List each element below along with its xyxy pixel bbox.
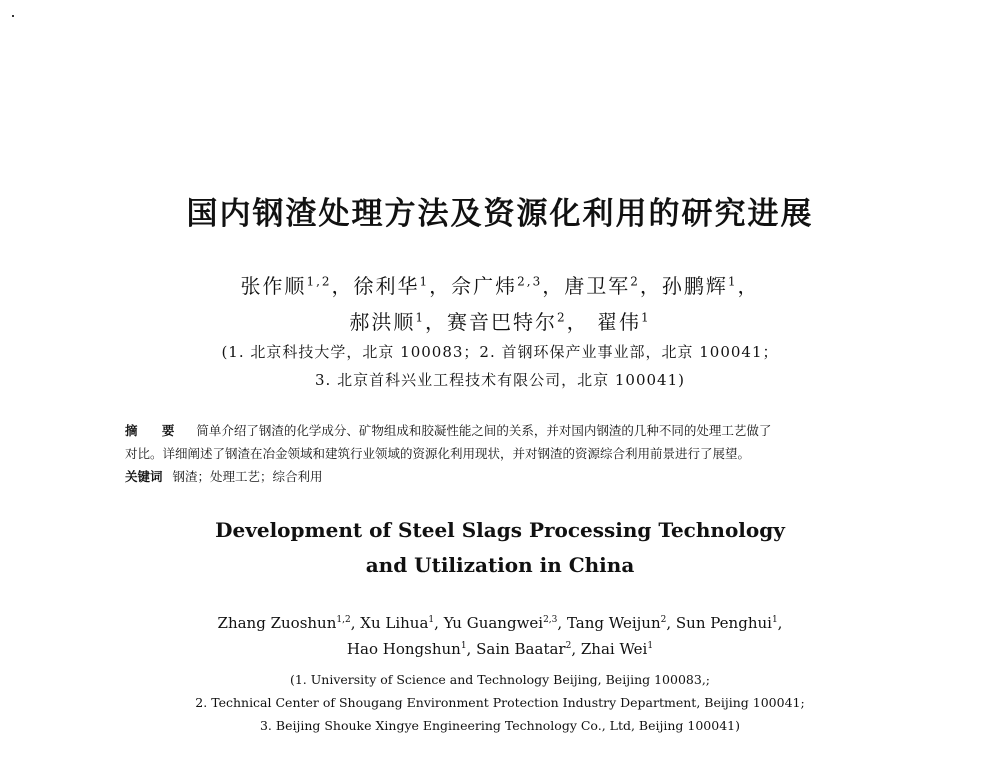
chinese-affiliations-line-2: 3. 北京首科兴业工程技术有限公司，北京 100041) [315, 371, 685, 389]
author-affiliation-mark: 1,2 [336, 615, 351, 625]
english-affiliations-line-1: (1. University of Science and Technology Beijing, Beijing 100083,; [289, 672, 711, 687]
author-name: 郝洪顺 [349, 310, 416, 334]
author-affiliation-mark: 1 [727, 274, 738, 289]
author-name: 孙鹏辉 [661, 274, 728, 298]
abstract-label: 摘 要 [125, 423, 185, 438]
author-separator: , [557, 614, 567, 632]
author-affiliation-mark: 1 [647, 641, 654, 651]
author-affiliation-mark: 1 [415, 310, 425, 325]
english-title-line-1: Development of Steel Slags Processing Technology [215, 518, 785, 542]
author-name: Sain Baatar [476, 640, 566, 658]
author-name: Zhai Wei [580, 640, 648, 658]
author-name: Zhang Zuoshun [217, 614, 337, 632]
author-separator: ， [737, 274, 760, 298]
author-separator: ， [425, 310, 447, 334]
author-affiliation-mark: 2 [557, 310, 567, 325]
scan-speck [12, 15, 14, 17]
author-name: 张作顺 [240, 274, 307, 298]
english-affiliations-line-3: 3. Beijing Shouke Xingye Engineering Technology Co., Ltd, Beijing 100041) [259, 718, 740, 733]
author-affiliation-mark: 2,3 [517, 274, 543, 289]
keywords-label: 关键词 [125, 469, 163, 484]
chinese-title: 国内钢渣处理方法及资源化利用的研究进展 [186, 196, 814, 232]
author-separator: , [777, 614, 783, 632]
author-separator: ， [639, 274, 662, 298]
author-separator: , [350, 614, 361, 632]
author-name: Hao Hongshun [346, 640, 461, 658]
abstract-line-1 [125, 419, 885, 442]
author-separator: ， [429, 274, 452, 298]
author-affiliation-mark: 1 [641, 310, 651, 325]
author-name: 佘广炜 [451, 274, 518, 298]
author-separator: , [666, 614, 676, 632]
chinese-affiliations-line-1: (1. 北京科技大学，北京 100083；2. 首钢环保产业事业部，北京 100041； [221, 343, 779, 361]
author-name: Sun Penghui [675, 614, 772, 632]
author-separator: ， [566, 310, 597, 334]
author-affiliation-mark: 2,3 [543, 615, 558, 625]
english-authors-line-2 [0, 640, 1000, 658]
author-affiliation-mark: 1,2 [306, 274, 332, 289]
author-name: 唐卫军 [564, 274, 631, 298]
author-affiliation-mark: 2 [630, 274, 640, 289]
author-affiliation-mark: 2 [660, 615, 667, 625]
author-affiliation-mark: 1 [428, 615, 435, 625]
abstract-line-2: 对比。详细阐述了钢渣在冶金领域和建筑行业领域的资源化利用现状，并对钢渣的资源综合利用前景进行了展望。 [125, 446, 751, 461]
keywords-line [125, 465, 885, 488]
author-affiliation-mark: 2 [565, 641, 572, 651]
author-affiliation-mark: 1 [460, 641, 467, 651]
author-separator: ， [331, 274, 354, 298]
author-name: 徐利华 [353, 274, 420, 298]
author-name: Xu Lihua [360, 614, 429, 632]
chinese-authors-line-1 [0, 270, 1000, 299]
author-separator: , [571, 640, 581, 658]
english-authors-line-1 [0, 614, 1000, 632]
author-name: 翟伟 [597, 310, 641, 334]
author-affiliation-mark: 1 [771, 615, 778, 625]
keywords-text: 钢渣；处理工艺；综合利用 [172, 469, 323, 484]
author-name: 赛音巴特尔 [447, 310, 557, 334]
author-name: Tang Weijun [566, 614, 661, 632]
author-affiliation-mark: 1 [419, 274, 430, 289]
chinese-authors-line-2 [0, 306, 1000, 335]
english-title-line-2: and Utilization in China [365, 553, 635, 577]
english-affiliations-line-2: 2. Technical Center of Shougang Environment Protection Industry Department, Beijing 100041; [195, 695, 805, 710]
chinese-abstract [125, 419, 885, 488]
author-separator: ， [542, 274, 565, 298]
author-separator: , [466, 640, 477, 658]
author-separator: , [434, 614, 444, 632]
abstract-text-1: 简单介绍了钢渣的化学成分、矿物组成和胶凝性能之间的关系，并对国内钢渣的几种不同的处理工艺做了 [196, 423, 772, 438]
author-name: Yu Guangwei [443, 614, 544, 632]
